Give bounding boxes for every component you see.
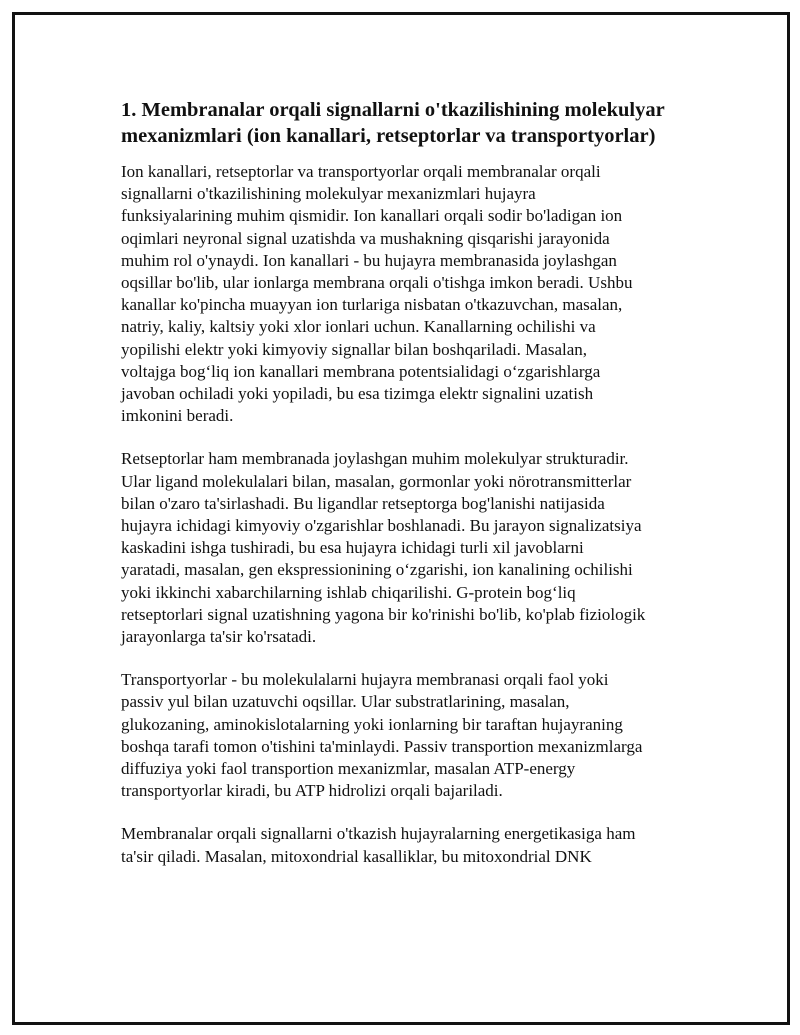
paragraph-ion-channels: Ion kanallari, retseptorlar va transportyorlar orqali membranalar orqali signallarni o'tkazilishining molekulyar mexanizmlari hujayra funksiyalarining muhim qismidir. Ion kanallari orqali sodir bo'ladigan ion oqimlari neyronal signal uzatishda va mushakning qisqarishi jarayonida muhim rol o'ynaydi. Ion kanallari - bu hujayra membranasida joylashgan oqsillar bo'lib, ular ionlarga membrana orqali o'tishga imkon beradi. Ushbu kanallar ko'pincha muayyan ion turlariga nisbatan o'tkazuvchan, masalan, natriy, kaliy, kaltsiy yoki xlor ionlari uchun. Kanallarning ochilishi va yopilishi elektr yoki kimyoviy signallar bilan boshqariladi. Masalan, voltajga bog‘liq ion kanallari membrana potentsialidagi o‘zgarishlarga javoban ochiladi yoki yopiladi, bu esa tizimga elektr signalini uzatish imkonini beradi. bbox=[121, 162, 633, 426]
paragraph-receptors: Retseptorlar ham membranada joylashgan muhim molekulyar strukturadir. Ular ligand molekulalari bilan, masalan, gormonlar yoki nörotransmitterlar bilan o'zaro ta'sirlashadi. Bu ligandlar retseptorga bog'lanishi natijasida hujayra ichidagi kimyoviy o'zgarishlar boshlanadi. Bu jarayon signalizatsiya kaskadini ishga tushiradi, bu esa hujayra ichidagi turli xil javoblarni yaratadi, masalan, gen ekspressionining o‘zgarishi, ion kanalining ochilishi yoki ikkinchi xabarchilarning ishlab chiqarilishi. G-protein bog‘liq retseptorlari signal uzatishning yagona bir ko'rinishi bo'lib, ko'plab fiziologik jarayonlarga ta'sir ko'rsatadi. bbox=[121, 449, 646, 647]
page-frame bbox=[12, 12, 790, 1025]
paragraph-energetics: Membranalar orqali signallarni o'tkazish hujayralarning energetikasiga ham ta'sir qiladi. Masalan, mitoxondrial kasalliklar, bu mitoxondrial DNK bbox=[121, 824, 636, 866]
paragraph-transporters: Transportyorlar - bu molekulalarni hujayra membranasi orqali faol yoki passiv yul bilan uzatuvchi oqsillar. Ular substratlarining, masalan, glukozaning, aminokislotalarning yoki ionlarning bir taraftan hujayraning boshqa tarafi tomon o'tishini ta'minlaydi. Passiv transportion mexanizmlarga diffuziya yoki faol transportion mexanizmlar, masalan ATP-energy transportyorlar kiradi, bu ATP hidrolizi orqali bajariladi. bbox=[121, 670, 643, 801]
section-heading: 1. Membranalar orqali signallarni o'tkazilishining molekulyar mexanizmlari (ion kanallari, retseptorlar va transportyorlar) bbox=[121, 99, 665, 147]
document-body bbox=[121, 97, 701, 889]
